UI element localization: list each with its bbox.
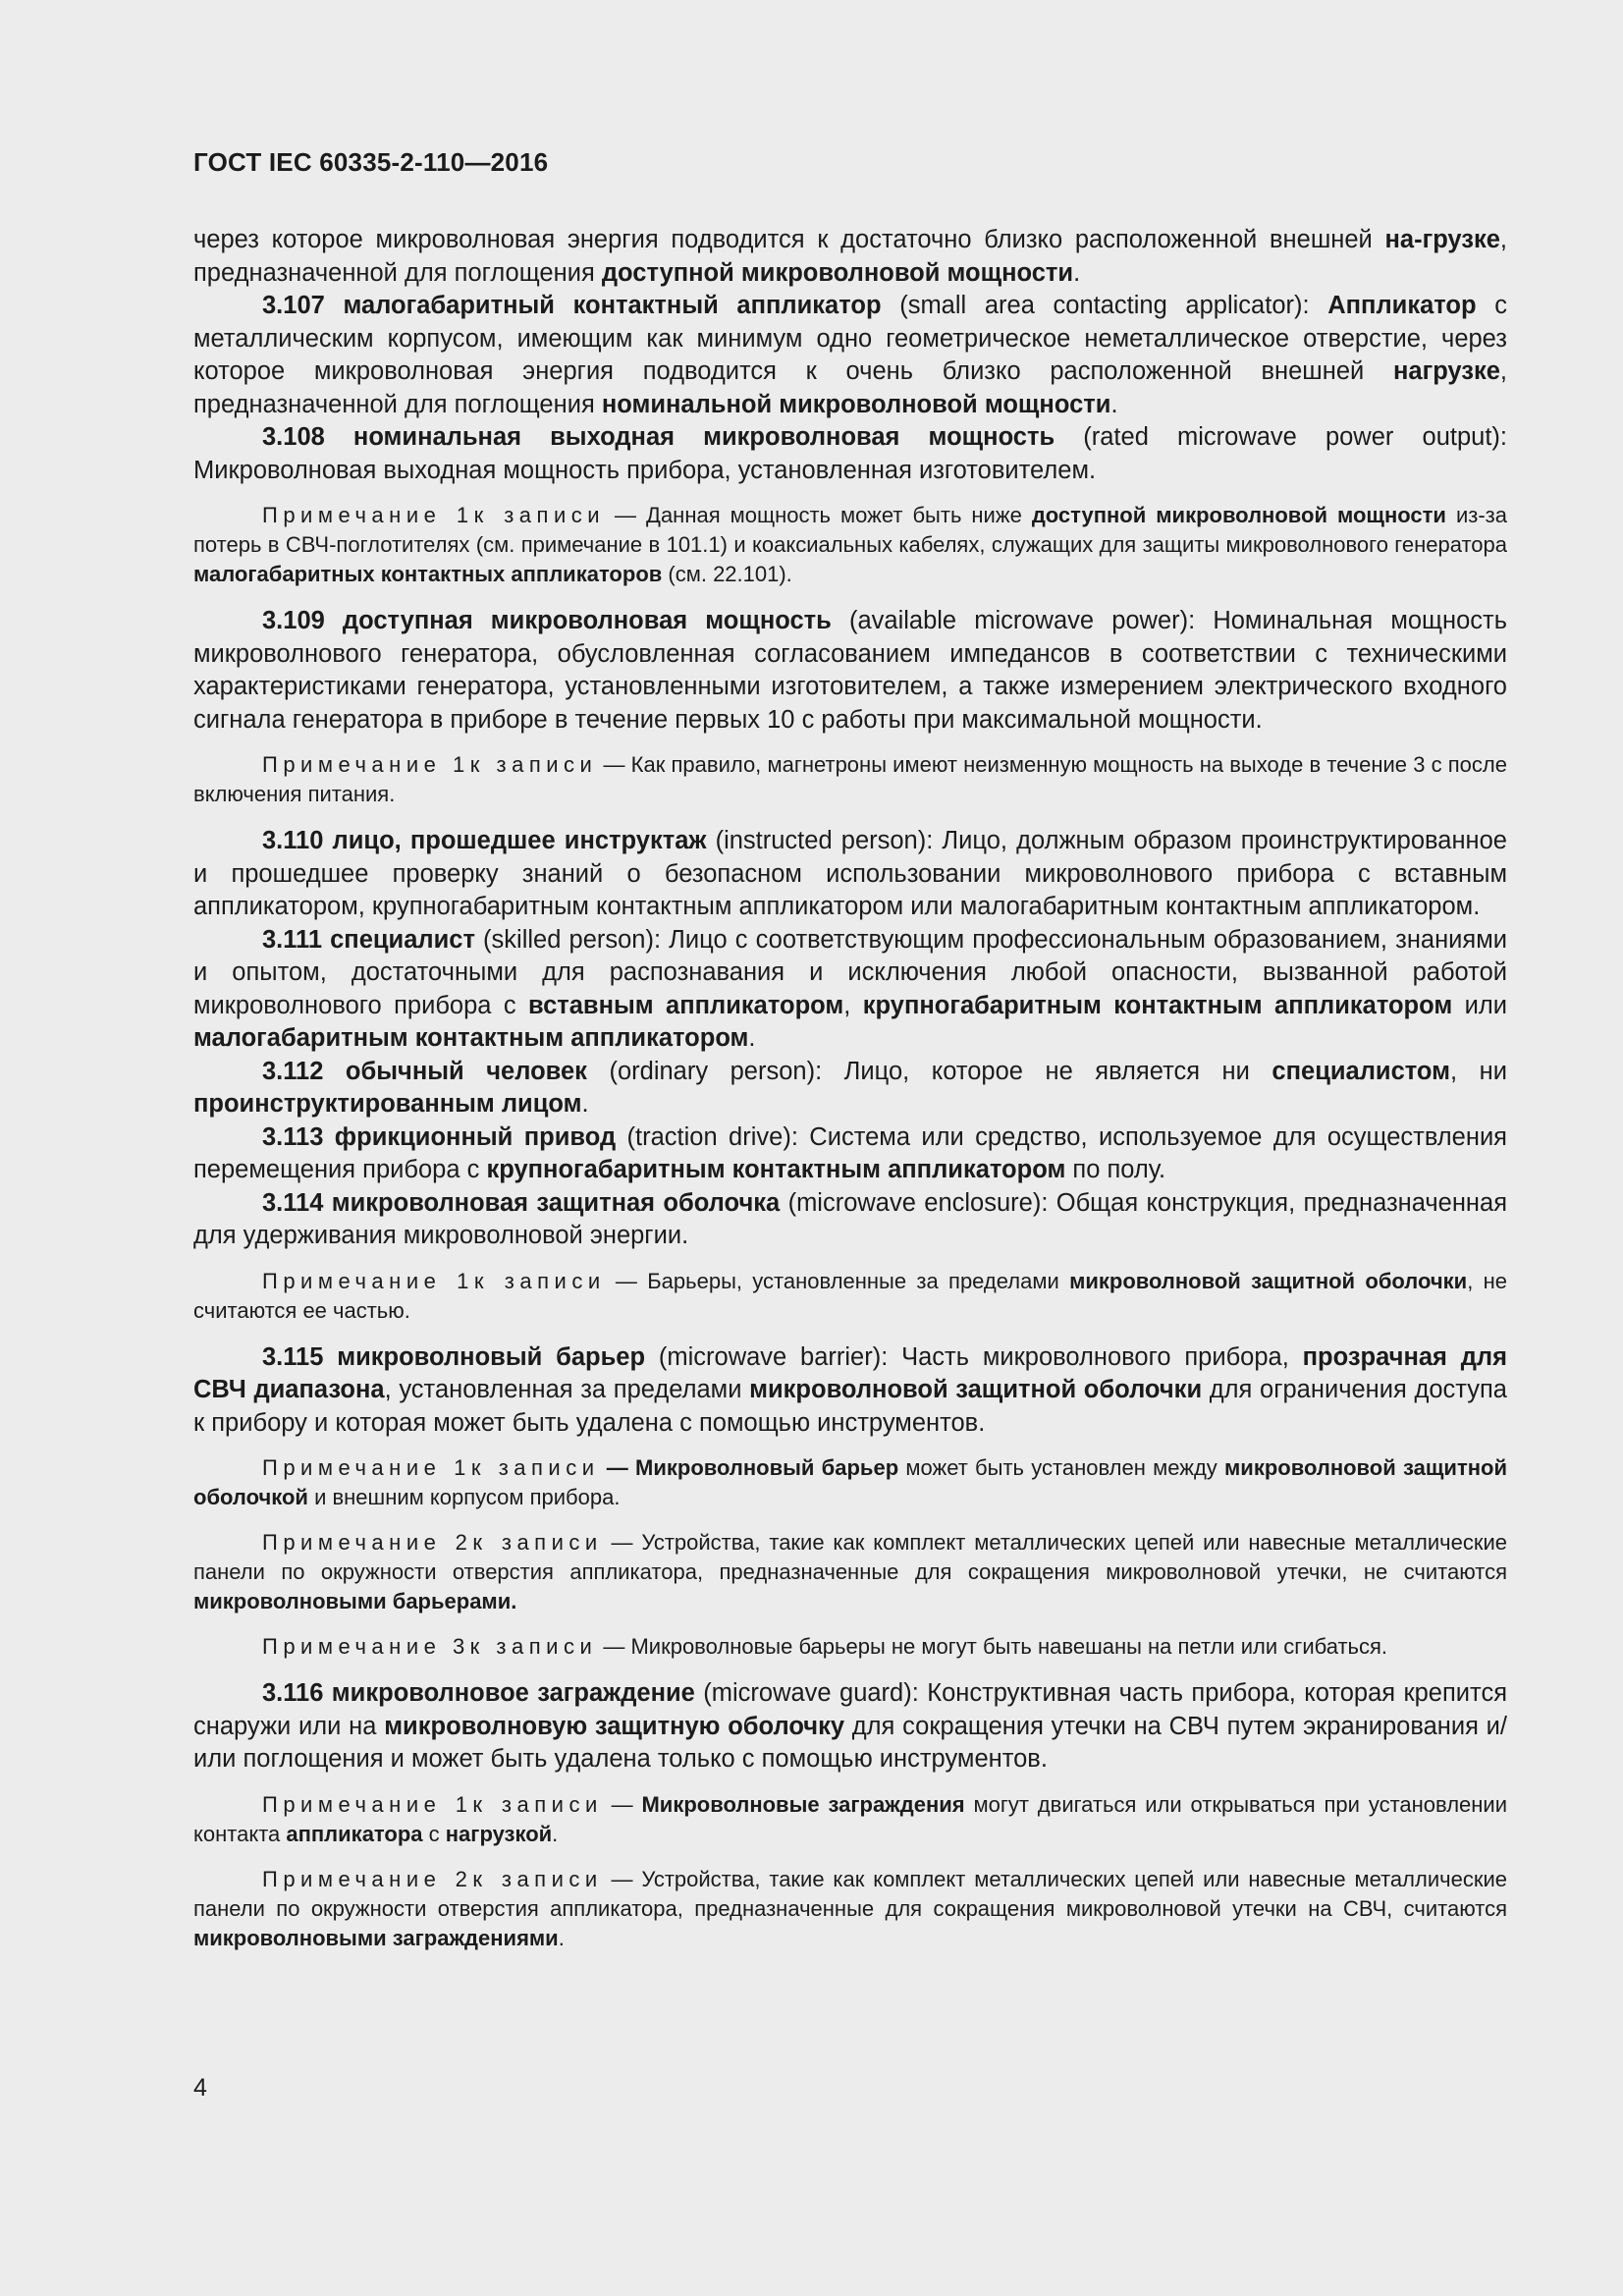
text-run: . [1110,390,1118,418]
text-paragraph [193,1677,1507,1777]
note-label: Примечание 2к записи [262,1530,603,1555]
bold-term: доступной микроволновой мощности [601,258,1074,287]
bold-term: 3.116 микроволновое заграждение [262,1679,695,1707]
text-run: (skilled person): Лицо с соответствующим профессиональным образованием, знаниями и опытом, достаточными для распознавания и исключения любой опасности, вызванной работой микроволнового прибора с [193,925,1507,1019]
bold-term: 3.112 обычный человек [262,1057,587,1085]
bold-term: малогабаритных контактных аппликаторов [193,562,663,586]
bold-term: 3.107 малогабаритный контактный аппликатор [262,292,882,319]
text-run: . [552,1821,559,1846]
text-run: , установленная за пределами [384,1376,750,1403]
bold-term: нагрузке [1392,357,1500,385]
text-run: , не считаются ее частью. [193,1268,1508,1323]
text-run: (microwave guard): Конструктивная часть прибора, которая крепится снаружи или на [193,1679,1507,1740]
page-number: 4 [193,2074,207,2102]
bold-term: нагрузкой [445,1821,553,1846]
text-run: может быть установлен между [898,1455,1225,1480]
bold-term: номинальной микроволновой мощности [601,390,1111,418]
bold-term: специалистом [1271,1057,1451,1085]
text-run: для сокращения утечки на СВЧ путем экранирования и/или поглощения и может быть удалена только с помощью инструментов. [193,1712,1507,1773]
text-paragraph [193,924,1507,1056]
bold-term: малогабаритным контактным аппликатором [193,1024,749,1052]
document-header: ГОСТ IEC 60335-2-110—2016 [193,147,549,177]
text-run: (microwave enclosure): Общая конструкция, предназначенная для удерживания микроволновой энергии. [193,1188,1507,1249]
bold-term: на-грузке [1384,226,1500,253]
text-paragraph [193,290,1507,421]
bold-term: 3.113 фрикционный привод [262,1122,617,1151]
text-run: , ни [1450,1057,1507,1085]
text-paragraph [193,224,1507,290]
bold-term: прозрачная для СВЧ диапазона [193,1342,1508,1403]
text-run: из-за потерь в СВЧ-поглотителях (см. примечание в 101.1) и коаксиальных кабелях, служащих для защиты микроволнового генератора [193,503,1507,557]
bold-term: микроволновыми барьерами. [193,1589,517,1613]
text-run: . [558,1925,565,1950]
note-paragraph [193,1632,1507,1662]
note-label: Примечание 3к записи [262,1634,598,1659]
bold-term: микроволновой защитной оболочки [1069,1268,1468,1293]
text-paragraph [193,1056,1507,1121]
note-label: Примечание 1к записи [262,752,598,777]
note-paragraph [193,750,1507,809]
text-run: — Как правило, магнетроны имеют неизменную мощность на выходе в течение 3 с после включения питания. [193,752,1507,806]
text-run: — Устройства, такие как комплект металлических цепей или навесные металлические панели по окружности отверстия аппликатора, предназначенные для сокращения микроволновой утечки на СВЧ, считаются [193,1866,1507,1921]
text-run: или [1452,991,1508,1019]
bold-term: Аппликатор [1327,292,1477,319]
document-body [193,224,1507,1969]
note-label: Примечание 1к записи [262,1455,600,1480]
text-run: . [1073,258,1081,287]
text-run: по полу. [1065,1156,1166,1183]
note-label: Примечание 1к записи [262,1268,606,1293]
text-run: (rated microwave power output): Микроволновая выходная мощность прибора, установленная изготовителем. [193,423,1507,484]
text-run: — Данная мощность может быть ниже [605,503,1032,527]
bold-term: 3.115 микроволновый барьер [262,1342,646,1371]
bold-term: — Микроволновый барьер [599,1455,899,1480]
note-label: Примечание 2к записи [262,1866,603,1891]
text-run: (available microwave power): Номинальная мощность микроволнового генератора, обусловленная согласованием импедансов в соответствии с техническими характеристиками генератора, установленными изготовителем, а также измерением электрического входного сигнала генератора в приборе в течение первых 10 с работы при максимальной мощности. [193,607,1507,734]
text-run: — Устройства, такие как комплект металлических цепей или навесные металлические панели по окружности отверстия аппликатора, предназначенные для сокращения микроволновой утечки, не считаются [193,1530,1507,1584]
text-run: через которое микроволновая энергия подводится к достаточно близко расположенной внешней [193,226,1385,253]
text-paragraph [193,1187,1507,1253]
bold-term: 3.109 доступная микроволновая мощность [262,607,832,634]
text-run: (small area contacting applicator): [881,292,1328,319]
text-run: с [422,1821,446,1846]
bold-term: 3.110 лицо, прошедшее инструктаж [262,827,707,854]
text-paragraph [193,1341,1507,1441]
text-run: , предназначенной для поглощения [193,357,1507,418]
text-run: (см. 22.101). [662,562,792,586]
note-paragraph [193,501,1507,589]
text-run: и внешним корпусом прибора. [307,1485,621,1509]
text-run: (instructed person): Лицо, должным образом проинструктированное и прошедшее проверку знаний о безопасном использовании микроволнового прибора с вставным аппликатором, крупногабаритным контактным аппликатором или малогабаритным контактным аппликатором. [193,827,1507,920]
bold-term: 3.111 специалист [262,925,475,954]
text-paragraph [193,1121,1507,1187]
text-run: для ограничения доступа к прибору и которая может быть удалена с помощью инструментов. [193,1376,1507,1437]
note-paragraph [193,1528,1507,1616]
bold-term: микроволновую защитную оболочку [384,1712,845,1740]
bold-term: микроволновой защитной оболочки [749,1376,1203,1403]
bold-term: вставным аппликатором [528,991,844,1019]
text-run: — Барьеры, установленные за пределами [605,1268,1070,1293]
text-run: — Микроволновые барьеры не могут быть навешаны на петли или сгибаться. [597,1634,1388,1659]
text-paragraph [193,421,1507,487]
text-run: , предназначенной для поглощения [193,226,1507,287]
bold-term: крупногабаритным контактным аппликатором [486,1156,1066,1183]
text-paragraph [193,605,1507,737]
bold-term: крупногабаритным контактным аппликатором [862,991,1453,1019]
note-label: Примечание 1к записи [262,503,606,527]
text-run: (ordinary person): Лицо, которое не является ни [586,1057,1272,1085]
text-run: . [581,1090,589,1118]
bold-term: микроволновыми заграждениями [193,1925,559,1950]
bold-term: микроволновой защитной оболочкой [193,1455,1507,1509]
note-paragraph [193,1453,1507,1512]
note-label: Примечание 1к записи [262,1791,603,1817]
bold-term: доступной микроволновой мощности [1031,503,1446,527]
bold-term: Микроволновые заграждения [641,1791,965,1817]
note-paragraph [193,1790,1507,1849]
text-run: с металлическим корпусом, имеющим как минимум одно геометрическое неметаллическое отверстие, через которое микроволновая энергия подводится к очень близко расположенной внешней [193,292,1507,385]
note-paragraph [193,1267,1507,1326]
text-run: могут двигаться или открываться при установлении контакта [193,1791,1507,1846]
text-run: . [748,1024,756,1052]
text-paragraph [193,825,1507,924]
bold-term: аппликатора [286,1821,423,1846]
text-run: (microwave barrier): Часть микроволнового прибора, [645,1342,1303,1371]
bold-term: проинструктированным лицом [193,1090,582,1118]
text-run: (traction drive): Система или средство, используемое для осуществления перемещения прибора с [193,1122,1507,1183]
text-run: — [602,1791,642,1817]
bold-term: 3.114 микроволновая защитная оболочка [262,1188,781,1217]
note-paragraph [193,1865,1507,1953]
bold-term: 3.108 номинальная выходная микроволновая мощность [262,423,1055,451]
text-run: , [843,991,863,1019]
